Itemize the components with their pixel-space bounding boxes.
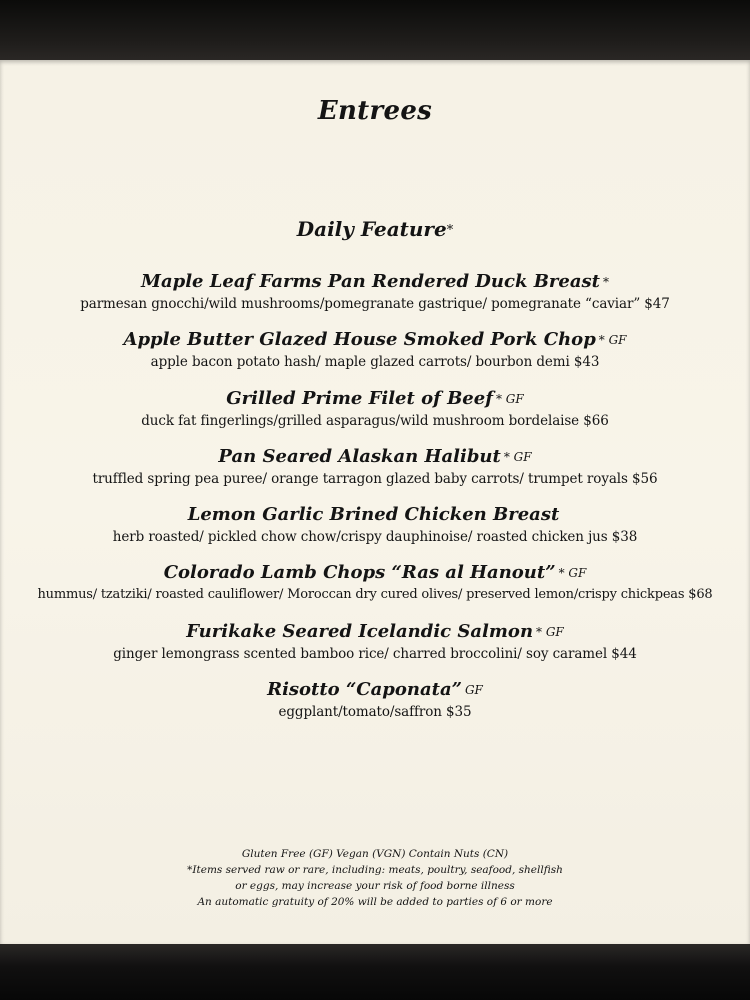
- dietary-legend: Gluten Free (GF) Vegan (VGN) Contain Nuts (CN): [241, 848, 509, 860]
- raw-food-notice: *Items served raw or rare, including: meats, poultry, seafood, shellfish: [187, 864, 563, 876]
- entree-description: herb roasted/ pickled chow chow/crispy dauphinoise/ roasted chicken jus $38: [112, 529, 638, 546]
- entree-name: Pan Seared Alaskan Halibut: [218, 445, 501, 467]
- entree-title-line: [0, 445, 750, 469]
- entree-item: [0, 561, 750, 619]
- daily-feature-label: Daily Feature: [296, 217, 447, 241]
- entree-item: [0, 503, 750, 561]
- entree-name: Risotto “Caponata”: [267, 679, 462, 701]
- entree-title-line: [0, 620, 750, 644]
- entree-dietary-mark: * GF: [503, 449, 532, 464]
- entree-description: eggplant/tomato/saffron $35: [278, 704, 472, 721]
- entree-description: truffled spring pea puree/ orange tarragon glazed baby carrots/ trumpet royals $56: [92, 470, 658, 487]
- menu-footer: [0, 846, 750, 910]
- entree-list: [0, 270, 750, 736]
- gratuity-notice: An automatic gratuity of 20% will be added to parties of 6 or more: [197, 896, 553, 908]
- entree-dietary-mark: GF: [464, 683, 483, 698]
- entree-item: [0, 445, 750, 503]
- entree-description: hummus/ tzatziki/ roasted cauliflower/ Moroccan dry cured olives/ preserved lemon/crispy chickpeas $68: [37, 587, 713, 603]
- entree-description: apple bacon potato hash/ maple glazed carrots/ bourbon demi $43: [150, 354, 600, 371]
- entree-item: [0, 678, 750, 736]
- entree-item: [0, 328, 750, 386]
- entree-description: ginger lemongrass scented bamboo rice/ charred broccolini/ soy caramel $44: [113, 645, 637, 662]
- table-surface-top: [0, 0, 750, 60]
- entree-item: [0, 387, 750, 445]
- entree-title-line: [0, 503, 750, 527]
- entree-title-line: [0, 328, 750, 352]
- entree-dietary-mark: * GF: [536, 624, 564, 639]
- entree-item: [0, 620, 750, 678]
- entree-title-line: [0, 561, 750, 585]
- entree-name: Furikake Seared Icelandic Salmon: [186, 620, 534, 642]
- entree-description: duck fat fingerlings/grilled asparagus/wild mushroom bordelaise $66: [141, 412, 609, 429]
- entree-dietary-mark: * GF: [558, 566, 587, 581]
- entree-name: Maple Leaf Farms Pan Rendered Duck Breast: [141, 271, 600, 292]
- raw-food-notice-continued: or eggs, may increase your risk of food borne illness: [235, 880, 515, 892]
- entree-name: Apple Butter Glazed House Smoked Pork Chop: [123, 329, 596, 351]
- table-surface-bottom: [0, 944, 750, 1000]
- entree-title-line: [0, 387, 750, 411]
- daily-feature-heading: [0, 217, 750, 241]
- entree-item: [0, 270, 750, 328]
- entree-dietary-mark: * GF: [495, 391, 524, 406]
- entree-description: parmesan gnocchi/wild mushrooms/pomegranate gastrique/ pomegranate “caviar” $47: [80, 296, 670, 312]
- entree-title-line: [0, 678, 750, 702]
- entree-name: Lemon Garlic Brined Chicken Breast: [187, 504, 560, 526]
- entree-title-line: [0, 270, 750, 294]
- entree-name: Colorado Lamb Chops “Ras al Hanout”: [163, 562, 556, 584]
- menu-title: Entrees: [317, 96, 433, 126]
- menu-page: [0, 60, 750, 944]
- entree-name: Grilled Prime Filet of Beef: [226, 387, 493, 409]
- entree-dietary-mark: *: [602, 275, 609, 289]
- entree-dietary-mark: * GF: [598, 333, 627, 348]
- daily-feature-mark: *: [446, 223, 454, 238]
